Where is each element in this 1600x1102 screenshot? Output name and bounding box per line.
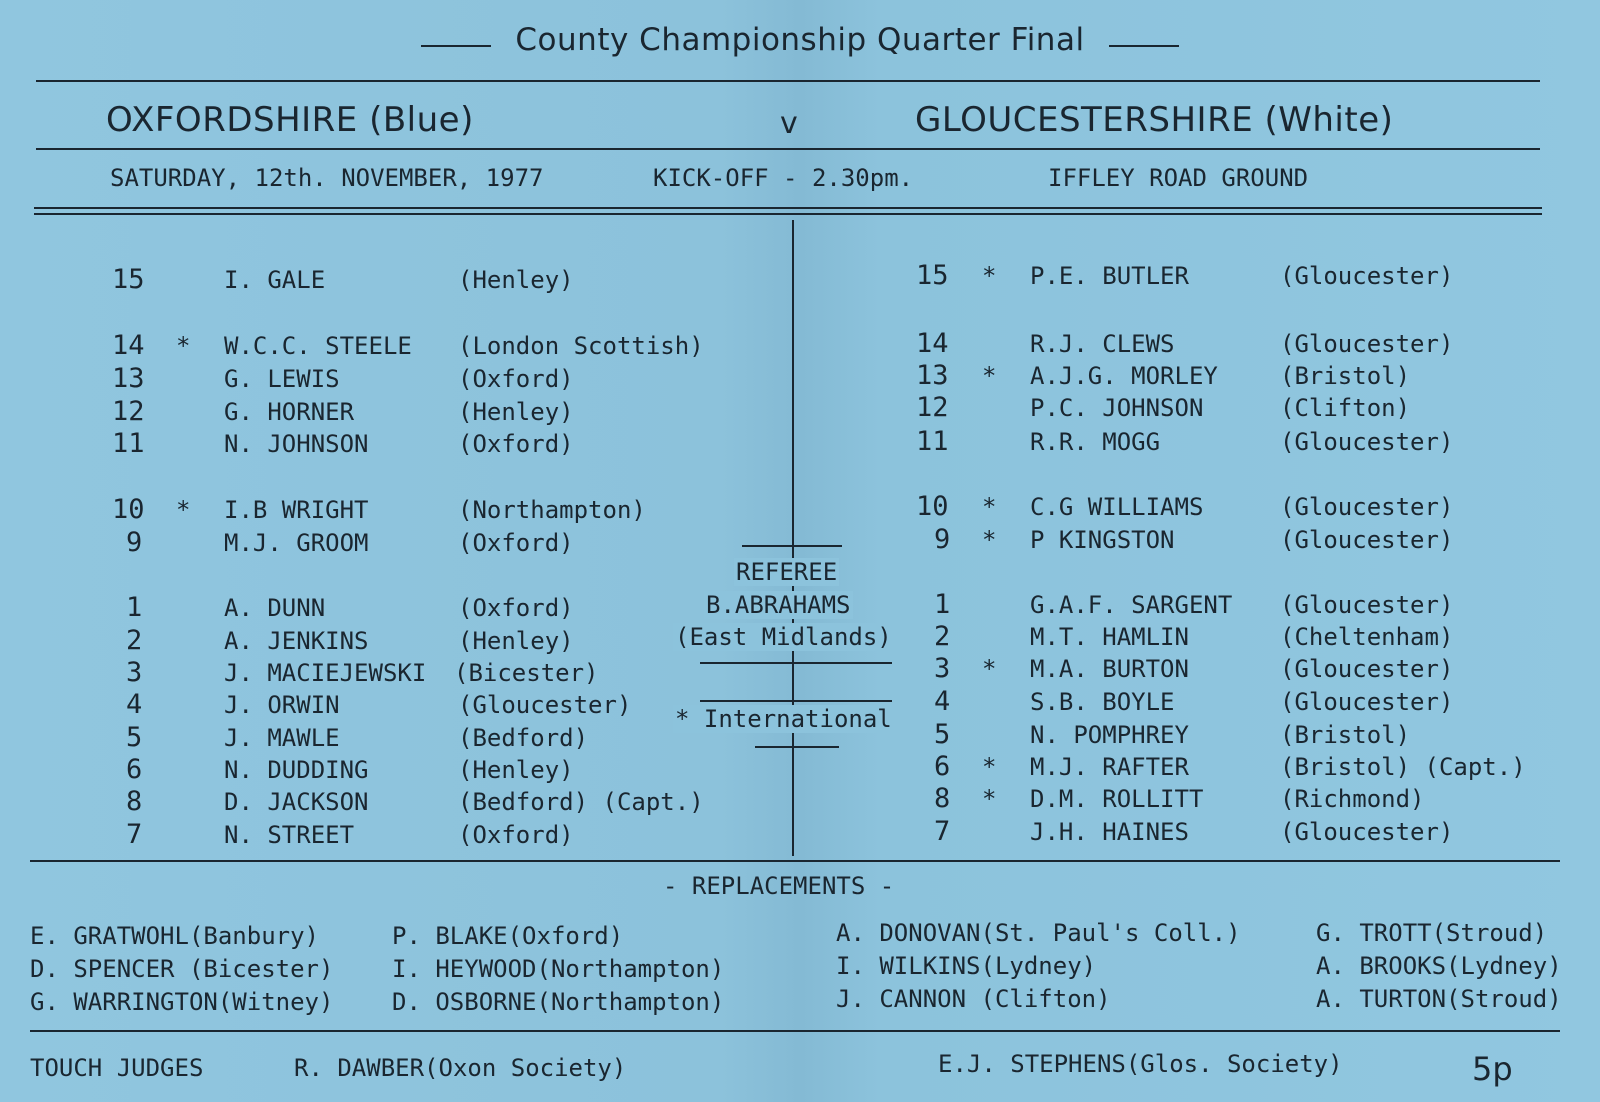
kickoff-time: KICK-OFF - 2.30pm.: [653, 164, 914, 192]
player-number: 7: [934, 816, 951, 847]
title-dash-right: [1109, 45, 1179, 47]
divider-top: [36, 80, 1540, 82]
replacement-player: E. GRATWOHL(Banbury): [30, 922, 319, 950]
player-club: (Gloucester): [1280, 591, 1454, 619]
page-title: County Championship Quarter Final: [515, 22, 1085, 58]
divider-info-1: [34, 207, 1542, 209]
international-marker: *: [982, 655, 997, 683]
player-club: (Bicester): [454, 659, 599, 687]
versus-label: v: [780, 106, 799, 141]
player-number: 14: [916, 328, 949, 359]
player-name: P.C. JOHNSON: [1030, 394, 1204, 422]
replacement-player: A. DONOVAN(St. Paul's Coll.): [836, 919, 1241, 947]
player-club: (Cheltenham): [1280, 623, 1454, 651]
player-name: A. DUNN: [224, 594, 326, 622]
player-club: (Oxford): [458, 365, 574, 393]
player-number: 4: [126, 689, 143, 720]
player-name: M.T. HAMLIN: [1030, 623, 1189, 651]
player-club: (Oxford): [458, 594, 574, 622]
replacement-player: A. TURTON(Stroud): [1316, 985, 1562, 1013]
player-number: 14: [112, 330, 145, 361]
player-number: 2: [126, 625, 143, 656]
title-bar: [0, 22, 1600, 58]
player-club: (Bedford): [458, 724, 589, 752]
home-touch-judge: R. DAWBER(Oxon Society): [294, 1054, 627, 1082]
international-marker: *: [176, 496, 191, 524]
player-name: G. HORNER: [224, 398, 355, 426]
player-name: J. MAWLE: [224, 724, 340, 752]
player-number: 1: [934, 589, 951, 620]
player-club: (Bristol): [1280, 721, 1411, 749]
player-name: J.H. HAINES: [1030, 818, 1189, 846]
player-number: 2: [934, 621, 951, 652]
divider-info-2: [34, 213, 1542, 215]
player-name: A. JENKINS: [224, 627, 369, 655]
referee-name: B.ABRAHAMS: [706, 591, 851, 619]
player-number: 10: [916, 491, 949, 522]
player-name: D.M. ROLLITT: [1030, 785, 1204, 813]
player-club: (Gloucester): [1280, 428, 1454, 456]
player-club: (Henley): [458, 266, 574, 294]
player-number: 13: [112, 363, 145, 394]
international-marker: *: [982, 526, 997, 554]
player-name: R.J. CLEWS: [1030, 330, 1175, 358]
player-name: P.E. BUTLER: [1030, 262, 1189, 290]
player-club: (Bristol) (Capt.): [1280, 753, 1526, 781]
player-name: A.J.G. MORLEY: [1030, 362, 1218, 390]
player-name: J. MACIEJEWSKI: [224, 659, 427, 687]
player-club: (Clifton): [1280, 394, 1411, 422]
player-club: (Oxford): [458, 430, 574, 458]
replacement-player: P. BLAKE(Oxford): [392, 922, 624, 950]
player-number: 1: [126, 592, 143, 623]
player-club: (Gloucester): [1280, 818, 1454, 846]
player-name: M.J. RAFTER: [1030, 753, 1189, 781]
player-number: 11: [112, 428, 145, 459]
player-name: I.B WRIGHT: [224, 496, 369, 524]
player-name: R.R. MOGG: [1030, 428, 1161, 456]
player-club: (Richmond): [1280, 785, 1425, 813]
player-number: 5: [126, 722, 143, 753]
player-name: D. JACKSON: [224, 788, 369, 816]
player-number: 9: [934, 524, 951, 555]
player-name: W.C.C. STEELE: [224, 332, 412, 360]
referee-society: (East Midlands): [675, 623, 892, 651]
player-name: C.G WILLIAMS: [1030, 493, 1204, 521]
replacement-player: G. TROTT(Stroud): [1316, 919, 1548, 947]
player-number: 12: [916, 392, 949, 423]
legend-rule-top: [700, 700, 892, 702]
touch-judges-label: TOUCH JUDGES: [30, 1054, 204, 1082]
referee-rule-bottom: [700, 662, 892, 664]
player-name: G. LEWIS: [224, 365, 340, 393]
player-name: M.J. GROOM: [224, 529, 369, 557]
player-number: 13: [916, 360, 949, 391]
player-name: S.B. BOYLE: [1030, 688, 1175, 716]
player-number: 6: [126, 754, 143, 785]
player-club: (Henley): [458, 627, 574, 655]
player-club: (Bedford) (Capt.): [458, 788, 704, 816]
international-marker: *: [176, 332, 191, 360]
player-number: 6: [934, 751, 951, 782]
player-number: 15: [112, 264, 145, 295]
international-marker: *: [982, 362, 997, 390]
player-number: 8: [934, 783, 951, 814]
player-number: 12: [112, 396, 145, 427]
player-club: (Gloucester): [1280, 655, 1454, 683]
venue: IFFLEY ROAD GROUND: [1048, 164, 1309, 192]
replacement-player: J. CANNON (Clifton): [836, 985, 1111, 1013]
player-club: (Oxford): [458, 821, 574, 849]
match-date: SATURDAY, 12th. NOVEMBER, 1977: [110, 164, 544, 192]
replacement-player: D. OSBORNE(Northampton): [392, 988, 725, 1016]
divider-footer: [30, 1030, 1560, 1032]
legend-rule-bottom: [755, 746, 839, 748]
player-name: N. JOHNSON: [224, 430, 369, 458]
replacement-player: I. HEYWOOD(Northampton): [392, 955, 725, 983]
replacements-heading: - REPLACEMENTS -: [663, 872, 895, 900]
replacement-player: D. SPENCER (Bicester): [30, 955, 334, 983]
international-marker: *: [982, 785, 997, 813]
divider-replacements: [30, 860, 1560, 862]
replacement-player: G. WARRINGTON(Witney): [30, 988, 334, 1016]
player-club: (Gloucester): [1280, 330, 1454, 358]
away-team-title: GLOUCESTERSHIRE (White): [915, 100, 1394, 140]
international-marker: *: [982, 753, 997, 781]
player-number: 8: [126, 786, 143, 817]
center-divider: [792, 220, 794, 856]
player-name: G.A.F. SARGENT: [1030, 591, 1233, 619]
international-marker: *: [982, 262, 997, 290]
player-number: 5: [934, 719, 951, 750]
player-club: (Northampton): [458, 496, 646, 524]
player-club: (Gloucester): [1280, 526, 1454, 554]
player-club: (Gloucester): [458, 691, 632, 719]
player-number: 7: [126, 819, 143, 850]
player-number: 4: [934, 686, 951, 717]
player-name: P KINGSTON: [1030, 526, 1175, 554]
away-touch-judge: E.J. STEPHENS(Glos. Society): [938, 1050, 1343, 1078]
player-number: 15: [916, 260, 949, 291]
player-club: (Gloucester): [1280, 493, 1454, 521]
divider-teams: [36, 148, 1540, 150]
player-number: 9: [126, 527, 143, 558]
player-club: (Henley): [458, 756, 574, 784]
player-name: N. DUDDING: [224, 756, 369, 784]
home-team-title: OXFORDSHIRE (Blue): [106, 100, 474, 140]
player-club: (Gloucester): [1280, 262, 1454, 290]
international-marker: *: [982, 493, 997, 521]
player-number: 3: [126, 657, 143, 688]
international-legend: * International: [675, 705, 892, 733]
player-name: N. STREET: [224, 821, 355, 849]
player-name: N. POMPHREY: [1030, 721, 1189, 749]
title-dash-left: [421, 45, 491, 47]
player-name: J. ORWIN: [224, 691, 340, 719]
player-club: (Oxford): [458, 529, 574, 557]
referee-label: REFEREE: [736, 558, 838, 586]
referee-rule-top: [742, 545, 842, 547]
player-club: (Bristol): [1280, 362, 1411, 390]
replacement-player: A. BROOKS(Lydney): [1316, 952, 1562, 980]
replacement-player: I. WILKINS(Lydney): [836, 952, 1097, 980]
player-club: (London Scottish): [458, 332, 704, 360]
player-number: 11: [916, 426, 949, 457]
player-name: M.A. BURTON: [1030, 655, 1189, 683]
player-name: I. GALE: [224, 266, 326, 294]
player-number: 10: [112, 494, 145, 525]
price: 5p: [1472, 1050, 1513, 1088]
player-club: (Gloucester): [1280, 688, 1454, 716]
player-number: 3: [934, 653, 951, 684]
player-club: (Henley): [458, 398, 574, 426]
